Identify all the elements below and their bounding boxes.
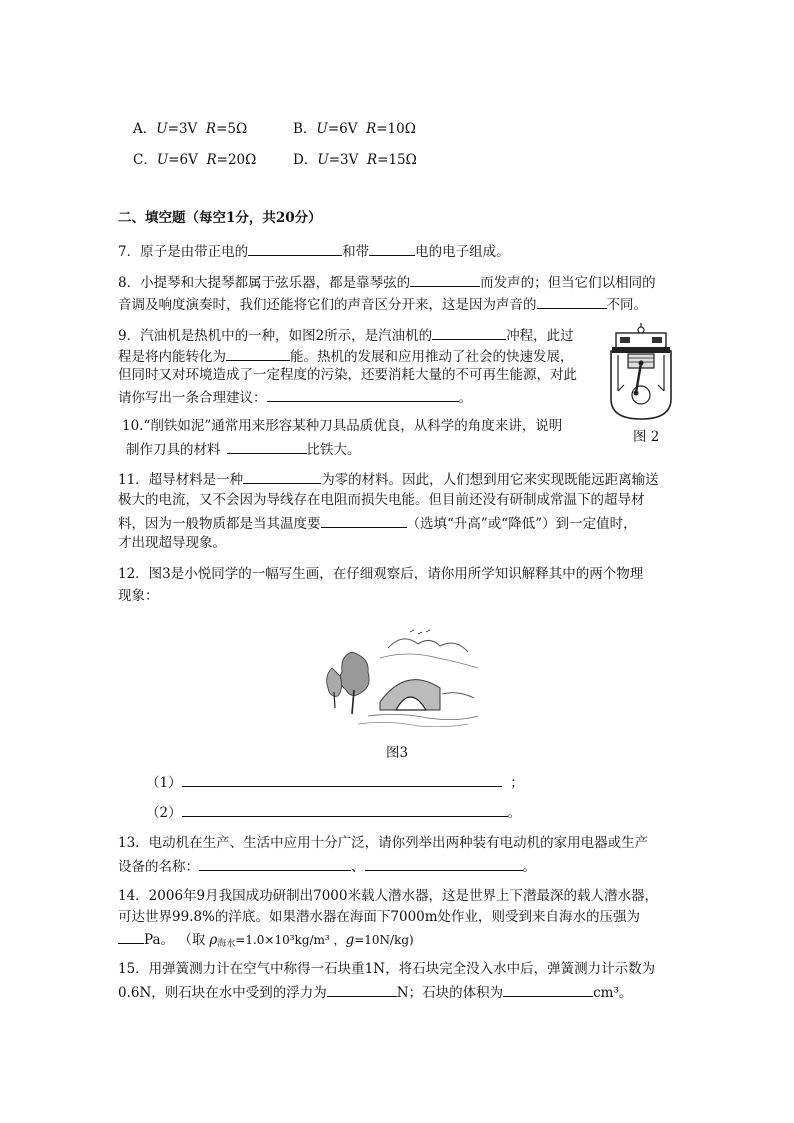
blank-11-2[interactable] (321, 513, 407, 528)
question-9-line-2: 程是将内能转化为 能。热机的发展和应用推动了社会的快速发展， (118, 346, 574, 366)
question-9-line-4: 请你写出一条合理建议： 。 (118, 387, 472, 407)
figure-3-sketch (318, 628, 484, 732)
blank-9-2[interactable] (226, 346, 290, 361)
question-12-item-1: （1） ； (146, 772, 524, 792)
question-9-line-1: 9．汽油机是热机中的一种，如图2所示，是汽油机的 冲程，此过 (118, 325, 574, 345)
choice-b: B．U=6V R=10Ω (293, 121, 416, 137)
question-12-line-2: 现象： (118, 588, 159, 604)
blank-13-1[interactable] (199, 856, 351, 871)
question-9-line-3: 但同时又对环境造成了一定程度的污染，还要消耗大量的不可再生能源，对此 (118, 367, 577, 383)
figure-3-caption: 图3 (386, 745, 409, 761)
figure-2-caption: 图 2 (633, 429, 660, 445)
blank-15-2[interactable] (503, 982, 593, 997)
blank-15-1[interactable] (327, 982, 397, 997)
blank-9-1[interactable] (432, 325, 506, 340)
question-8-line-2: 音调及响度演奏时，我们还能将它们的声音区分开来，这是因为声音的 不同。 (118, 294, 647, 314)
blank-7-1[interactable] (248, 241, 342, 256)
choice-a: A．U=3V R=5Ω (133, 121, 248, 137)
question-13-line-2: 设备的名称： 、 。 (118, 856, 536, 876)
question-11-line-4: 才出现超导现象。 (118, 535, 226, 551)
blank-12-1[interactable] (182, 772, 502, 787)
blank-14-1[interactable] (118, 929, 144, 944)
blank-11-1[interactable] (243, 469, 321, 484)
question-12-line-1: 12．图3是小悦同学的一幅写生画，在仔细观察后，请你用所学知识解释其中的两个物理 (118, 566, 644, 582)
blank-13-2[interactable] (365, 856, 523, 871)
question-10-line-1: 10.“削铁如泥”通常用来形容某种刀具品质优良，从科学的角度来讲，说明 (122, 418, 563, 434)
question-14-line-1: 14．2006年9月我国成功研制出7000米载人潜水器，这是世界上下潜最深的载人潜水器， (118, 888, 658, 904)
choice-c: C．U=6V R=20Ω (133, 152, 257, 168)
question-14-line-2: 可达世界99.8%的洋底。如果潜水器在海面下7000m处作业，则受到来自海水的压强为 (118, 909, 641, 925)
blank-8-2[interactable] (537, 294, 607, 309)
question-11-line-2: 极大的电流，又不会因为导线存在电阻而损失电能。但目前还没有研制成常温下的超导材 (118, 492, 645, 508)
blank-8-1[interactable] (410, 272, 480, 287)
question-7: 7．原子是由带正电的 和带 电的电子组成。 (118, 241, 510, 261)
figure-2-engine-diagram (606, 321, 676, 421)
choice-d: D．U=3V R=15Ω (293, 152, 417, 168)
question-15-line-1: 15．用弹簧测力计在空气中称得一石块重1N，将石块完全没入水中后，弹簧测力计示数为 (118, 961, 656, 977)
question-11-line-1: 11．超导材料是一种 为零的材料。因此，人们想到用它来实现既能远距离输送 (118, 469, 659, 489)
blank-12-2[interactable] (182, 802, 508, 817)
question-11-line-3: 料，因为一般物质都是当其温度要 （选填“升高”或“降低”）到一定值时， (118, 513, 637, 533)
question-15-line-2: 0.6N，则石块在水中受到的浮力为 N；石块的体积为 cm³。 (118, 982, 632, 1002)
question-12-item-2: （2） 。 (146, 802, 521, 822)
question-10-line-2: 制作刀具的材料 比铁大。 (126, 439, 361, 459)
blank-9-3[interactable] (267, 387, 459, 402)
question-14-line-3: Pa。 （取 ρ海水=1.0×10³kg/m³ ，g=10N/kg) (118, 929, 414, 953)
question-8-line-1: 8．小提琴和大提琴都属于弦乐器，都是靠琴弦的 而发声的；但当它们以相同的 (118, 272, 656, 292)
section-title: 二、填空题（每空1分，共20分） (118, 210, 322, 226)
question-13-line-1: 13．电动机在生产、生活中应用十分广泛，请你列举出两种装有电动机的家用电器或生产 (118, 835, 649, 851)
blank-10-1[interactable] (227, 439, 307, 454)
blank-7-2[interactable] (369, 241, 415, 256)
